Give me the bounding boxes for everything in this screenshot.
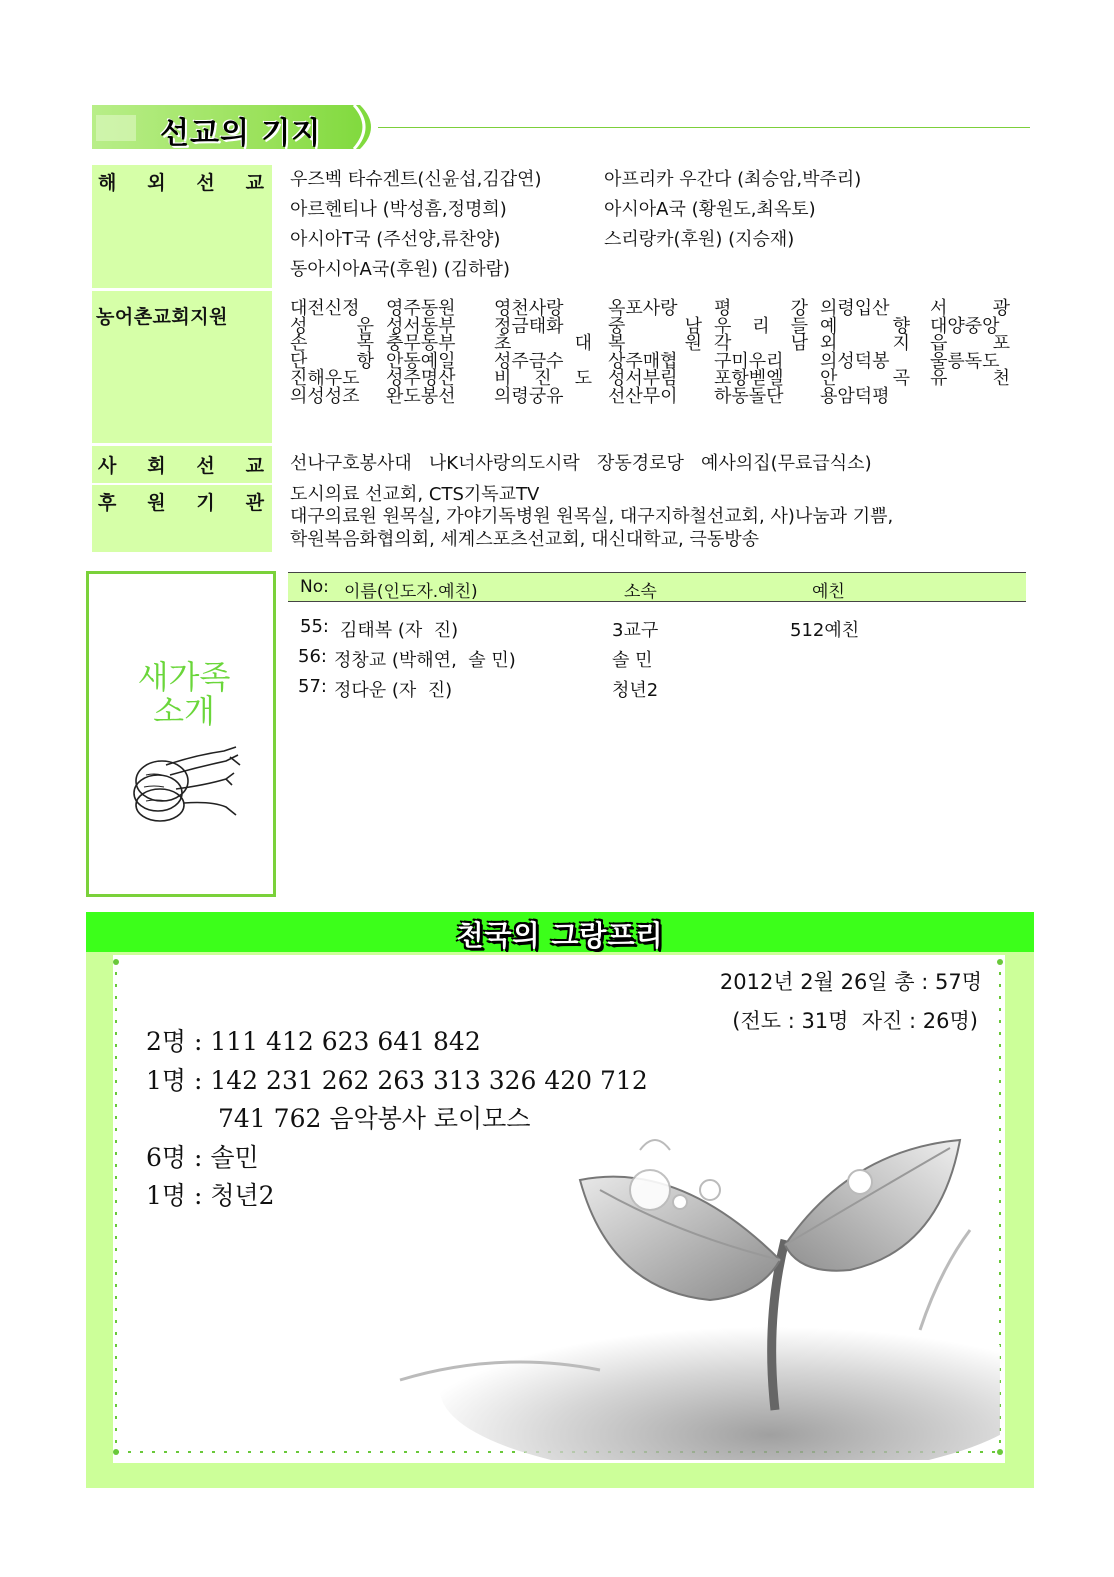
rural-church-item: 의성성조 <box>290 386 360 407</box>
rural-church-item: 정금태화 <box>494 315 564 337</box>
col-yechin: 예친 <box>812 582 845 602</box>
row-name: 김태복 (자 진) <box>340 620 459 641</box>
row-group: 청년2 <box>612 680 659 701</box>
social-mission-text: 선나구호봉사대 나K너사랑의도시락 장동경로당 예사의집(무료급식소) <box>290 453 872 474</box>
overseas-item: 아시아A국 (황원도,최옥토) <box>604 199 816 220</box>
row-name: 정다운 (자 진) <box>334 680 453 701</box>
rural-church-item: 유 천 <box>930 368 1010 390</box>
rural-church-item: 의령입산 <box>820 298 890 319</box>
row-group: 3교구 <box>612 620 659 641</box>
rural-church-item: 각 남 <box>714 333 808 355</box>
new-family-header <box>288 572 1026 602</box>
rural-church-item: 성주금수 <box>494 350 564 372</box>
rural-church-item: 옥포사랑 <box>608 298 678 319</box>
sponsor-line: 학원복음화협의회, 세계스포츠선교회, 대신대학교, 극동방송 <box>290 529 760 550</box>
rural-church-item: 완도봉선 <box>386 386 456 407</box>
rural-church-item: 손 목 <box>290 333 374 355</box>
rural-church-item: 울릉독도 <box>930 350 1000 372</box>
rural-church-item: 하동돌단 <box>714 386 784 407</box>
row-yechin: 512예친 <box>790 620 860 641</box>
col-name: 이름(인도자.예친) <box>344 582 478 602</box>
grand-prix-line: 2명 : 111 412 623 641 842 <box>146 1027 481 1056</box>
header-divider <box>378 127 1030 128</box>
col-no: No: <box>300 577 329 597</box>
row-group: 솔 민 <box>612 650 653 671</box>
new-family-title: 새가족 소개 <box>137 658 231 730</box>
page-title: 선교의 기지 <box>160 116 322 151</box>
rural-church-item: 안 곡 <box>820 368 910 390</box>
row-no: 56: <box>298 646 327 667</box>
rural-church-item: 중 남 <box>608 315 702 337</box>
sponsor-line: 도시의료 선교회, CTS기독교TV <box>290 484 540 505</box>
rural-church-item: 영천사랑 <box>494 298 564 319</box>
rural-church-item: 상주매협 <box>608 350 678 372</box>
rural-church-item: 성 운 <box>290 315 374 337</box>
rural-church-item: 의성덕봉 <box>820 350 890 372</box>
rural-church-item: 성주명산 <box>386 368 456 390</box>
row-name: 정창교 (박해연, 솔 민) <box>334 650 516 671</box>
rural-church-item: 용암덕평 <box>820 386 890 407</box>
rural-church-item: 포항벧엘 <box>714 368 784 390</box>
col-group: 소속 <box>624 582 657 602</box>
rural-church-item: 선산무이 <box>608 386 678 407</box>
bread-fish-illustration <box>126 745 246 825</box>
rural-church-item: 단 항 <box>290 350 374 372</box>
rural-church-item: 초 대 <box>494 333 592 355</box>
new-family-box <box>86 571 276 897</box>
rural-church-item: 진해우도 <box>290 368 360 390</box>
label-rural: 농어촌교회지원 <box>96 306 228 328</box>
sponsor-line: 대구의료원 원목실, 가야기독병원 원목실, 대구지하철선교회, 사)나눔과 기쁨, <box>290 506 894 527</box>
rural-church-item: 외 지 <box>820 333 910 355</box>
rural-church-item: 비 진 도 <box>494 368 592 390</box>
label-sponsors: 후 원 기 관 <box>98 492 264 514</box>
rural-church-item: 성서동부 <box>386 315 456 337</box>
overseas-item: 동아시아A국(후원) (김하람) <box>290 259 511 280</box>
rural-church-item: 성서부림 <box>608 368 678 390</box>
grand-prix-line: 741 762 음악봉사 로이모스 <box>218 1104 531 1133</box>
row-no: 57: <box>298 676 327 697</box>
rural-church-item: 복 원 <box>608 333 702 355</box>
overseas-item: 스리랑카(후원) (지승재) <box>604 229 795 250</box>
label-overseas: 해 외 선 교 <box>98 172 264 194</box>
grand-prix-date: 2012년 2월 26일 총 : 57명 <box>719 970 982 994</box>
overseas-item: 우즈벡 타슈겐트(신윤섭,김갑연) <box>290 169 542 190</box>
label-social: 사 회 선 교 <box>98 455 264 477</box>
overseas-item: 아시아T국 (주선양,류찬양) <box>290 229 501 250</box>
rural-church-item: 대양중앙 <box>930 315 1000 337</box>
grand-prix-line: 1명 : 청년2 <box>146 1181 275 1210</box>
rural-church-item: 구미우리 <box>714 350 784 372</box>
rural-church-item: 대전신정 <box>290 298 360 319</box>
rural-church-item: 평 강 <box>714 298 808 319</box>
grand-prix-title: 천국의 그랑프리 <box>456 919 664 952</box>
grand-prix-detail: (전도 : 31명 자진 : 26명) <box>732 1009 978 1033</box>
rural-church-item: 안동예일 <box>386 350 456 372</box>
rural-church-item: 예 향 <box>820 315 910 337</box>
rural-church-item: 충무동부 <box>386 333 456 355</box>
rural-church-item: 우 리 들 <box>714 315 808 337</box>
rural-church-item: 서 광 <box>930 298 1010 319</box>
row-no: 55: <box>300 616 329 637</box>
rural-church-item: 영주동원 <box>386 298 456 319</box>
rural-church-item: 읍 포 <box>930 333 1010 355</box>
overseas-item: 아프리카 우간다 (최승암,박주리) <box>604 169 862 190</box>
grand-prix-line: 6명 : 솔민 <box>146 1143 259 1172</box>
rural-church-item: 의령궁유 <box>494 386 564 407</box>
overseas-item: 아르헨티나 (박성흠,정명희) <box>290 199 507 220</box>
grand-prix-line: 1명 : 142 231 262 263 313 326 420 712 <box>146 1066 648 1095</box>
